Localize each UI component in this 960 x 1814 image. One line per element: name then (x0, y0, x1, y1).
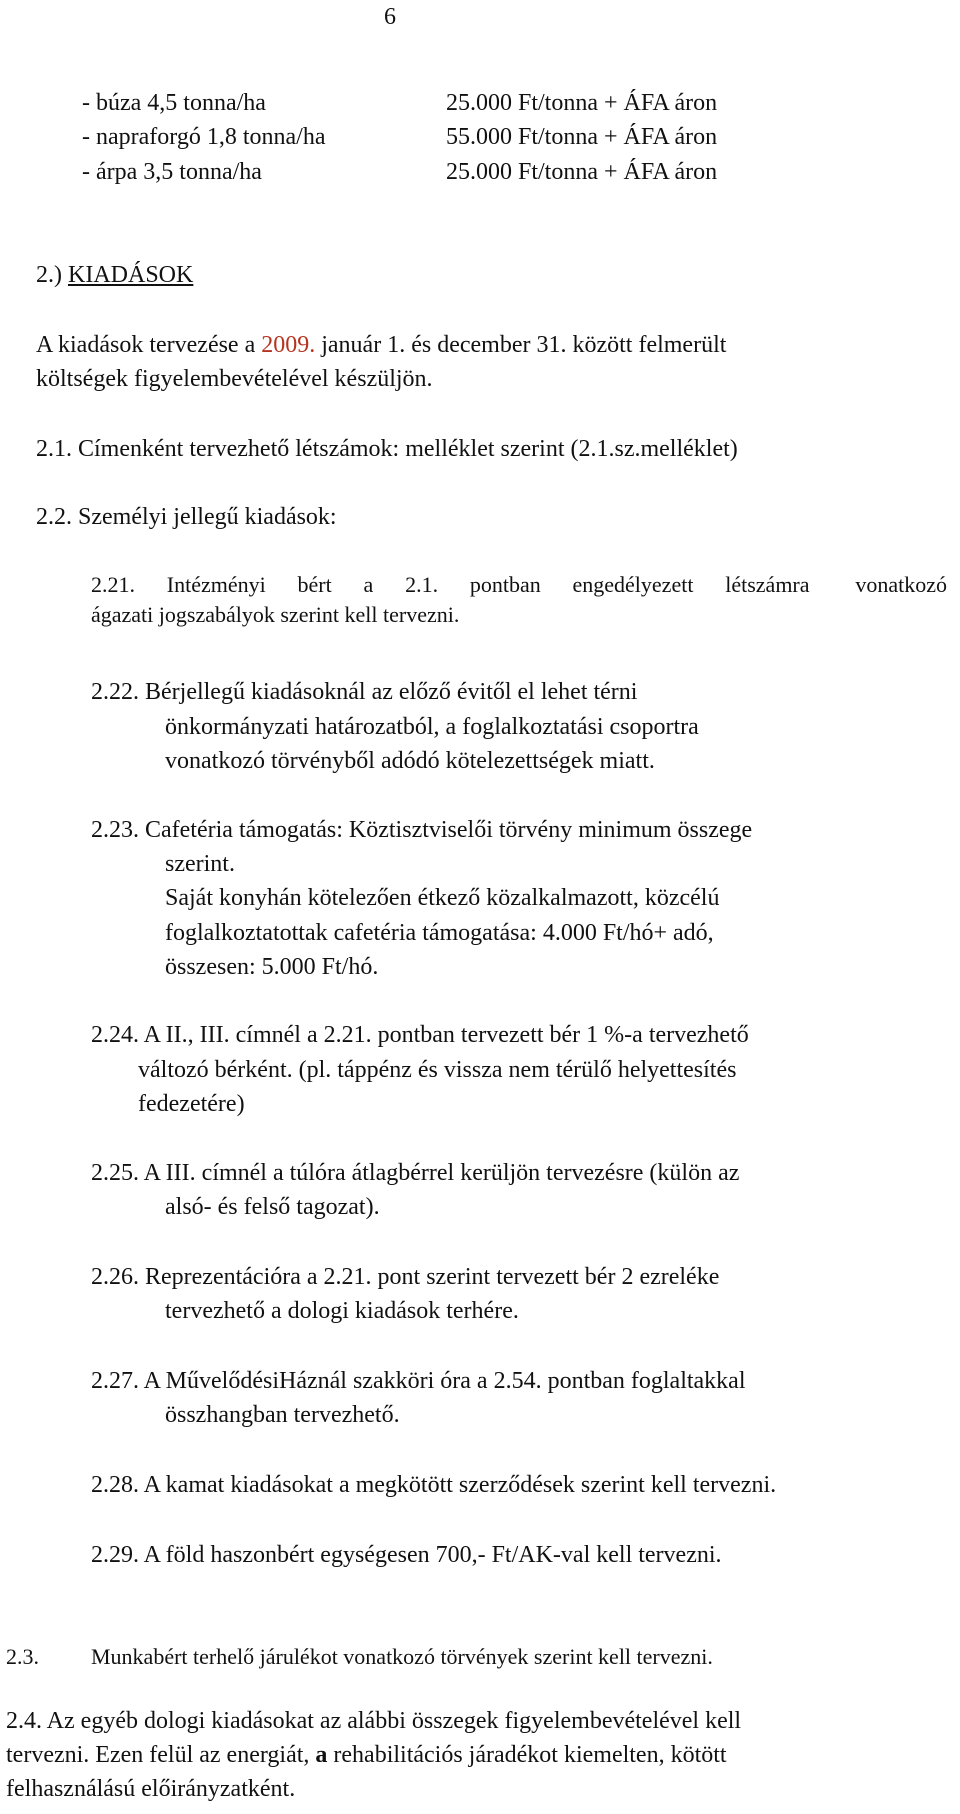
section-title: KIADÁSOK (68, 262, 194, 288)
word: vonatkozó (855, 572, 947, 597)
item-2-29: 2.29. A föld haszonbért egységesen 700,- Ft/AK-val kell tervezni. (91, 1542, 722, 1568)
word: bért (297, 572, 332, 597)
word: engedélyezett (572, 572, 694, 597)
item-line: változó bérként. (pl. táppénz és vissza nem térülő helyettesítés (138, 1057, 737, 1083)
word: Intézményi (166, 572, 266, 597)
section-number: 2.) (36, 262, 62, 288)
item-2-2: 2.2. Személyi jellegű kiadások: (36, 504, 337, 530)
item-line: fedezetére) (138, 1091, 245, 1117)
item-line: 2.24. A II., III. címnél a 2.21. pontban tervezett bér 1 %-a tervezhető (91, 1022, 749, 1048)
section-intro (36, 330, 726, 360)
item-text: rehabilitációs járadékot kiemelten, kötött (327, 1742, 727, 1768)
item-text: tervezni. Ezen felül az energiát, (6, 1742, 316, 1768)
intro-text: január 1. és december 31. között felmerült (315, 332, 727, 358)
item-2-1: 2.1. Címenként tervezhető létszámok: melléklet szerint (2.1.sz.melléklet) (36, 436, 738, 462)
item-line: 2.25. A III. címnél a túlóra átlagbérrel kerüljön tervezésre (külön az (91, 1160, 740, 1186)
crop-item-price: 25.000 Ft/tonna + ÁFA áron (446, 159, 718, 185)
item-2-3-number: 2.3. (6, 1644, 39, 1669)
item-line: vonatkozó törvényből adódó kötelezettségek miatt. (165, 748, 655, 774)
word: a (363, 572, 374, 597)
item-2-3-text: Munkabért terhelő járulékot vonatkozó törvények szerint kell tervezni. (91, 1644, 713, 1669)
item-line: 2.26. Reprezentációra a 2.21. pont szerint tervezett bér 2 ezreléke (91, 1264, 720, 1290)
item-2-21-line: ágazati jogszabályok szerint kell tervezni. (91, 602, 460, 627)
word: pontban (469, 572, 541, 597)
section-intro: költségek figyelembevételével készüljön. (36, 366, 433, 392)
word: 2.21. (91, 572, 135, 597)
item-line: összesen: 5.000 Ft/hó. (165, 954, 379, 980)
crop-item-price: 25.000 Ft/tonna + ÁFA áron (446, 90, 718, 116)
crop-item-price: 55.000 Ft/tonna + ÁFA áron (446, 124, 718, 150)
item-line: önkormányzati határozatból, a foglalkoztatási csoportra (165, 714, 699, 740)
item-2-28: 2.28. A kamat kiadásokat a megkötött szerződések szerint kell tervezni. (91, 1472, 777, 1498)
item-2-21-line (91, 570, 947, 600)
crop-item-name: - árpa 3,5 tonna/ha (82, 159, 262, 185)
bold-text: a (315, 1742, 328, 1768)
item-line: 2.23. Cafetéria támogatás: Köztisztviselői törvény minimum összege (91, 817, 753, 843)
word: 2.1. (405, 572, 439, 597)
item-line: 2.27. A MűvelődésiHáznál szakköri óra a 2.54. pontban foglaltakkal (91, 1368, 746, 1394)
item-line: szerint. (165, 851, 235, 877)
crop-item-name: - napraforgó 1,8 tonna/ha (82, 124, 326, 150)
crop-item-name: - búza 4,5 tonna/ha (82, 90, 266, 116)
intro-text: A kiadások tervezése a (36, 332, 262, 358)
item-line: foglalkoztatottak cafetéria támogatása: 4.000 Ft/hó+ adó, (165, 920, 714, 946)
item-line (6, 1740, 727, 1770)
section-heading (36, 260, 193, 290)
item-line: összhangban tervezhető. (165, 1402, 400, 1428)
intro-year: 2009. (261, 332, 316, 358)
page-number: 6 (384, 4, 396, 30)
item-line: felhasználású előirányzatként. (6, 1776, 296, 1802)
item-line: tervezhető a dologi kiadások terhére. (165, 1298, 519, 1324)
word: létszámra (725, 572, 810, 597)
item-line: 2.4. Az egyéb dologi kiadásokat az alábbi összegek figyelembevételével kell (6, 1708, 742, 1734)
item-line: alsó- és felső tagozat). (165, 1194, 380, 1220)
item-line: Saját konyhán kötelezően étkező közalkalmazott, közcélú (165, 885, 720, 911)
item-line: 2.22. Bérjellegű kiadásoknál az előző évitől el lehet térni (91, 679, 638, 705)
